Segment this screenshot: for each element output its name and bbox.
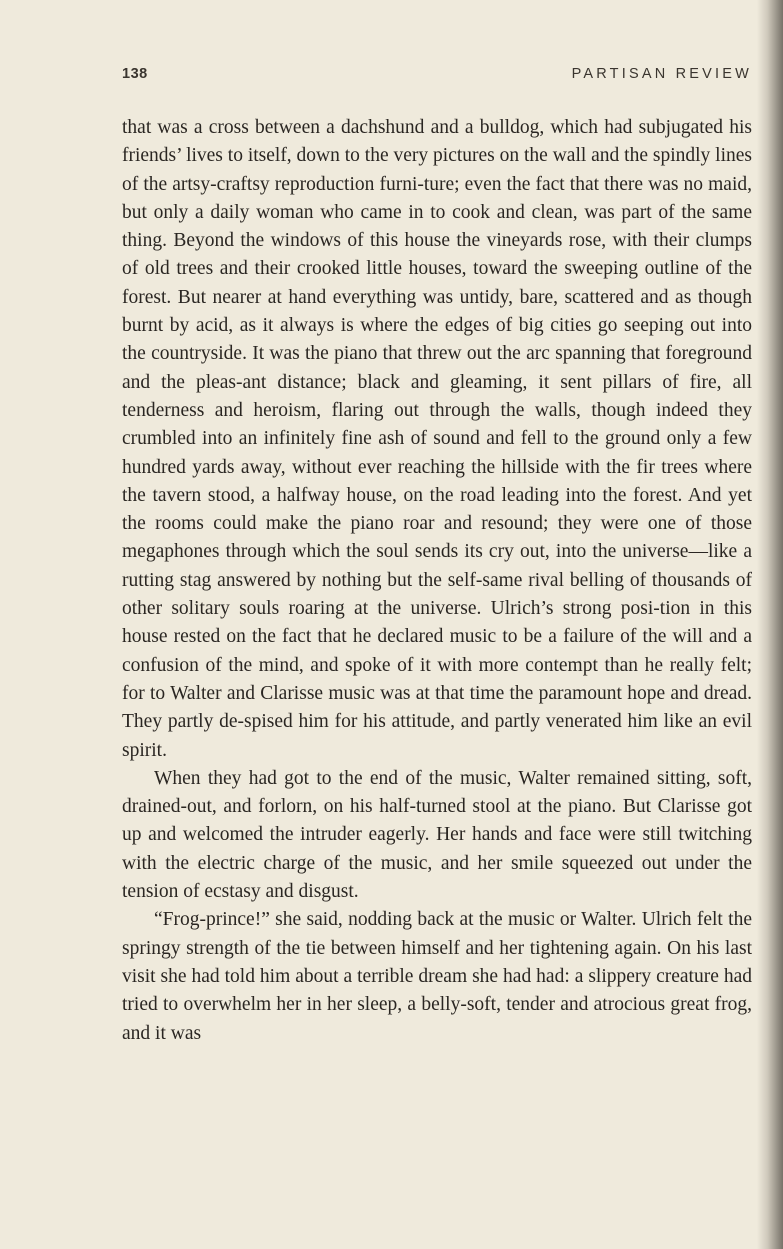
page-number: 138 — [122, 66, 148, 82]
paragraph: that was a cross between a dachshund and a bulldog, which had subjugated his friends’ lives to itself, down to the very pictures on the wall and the spindly lines of the artsy-craftsy reproduction furni-ture; even the fact that there was no maid, but only a daily woman who came in to cook and clean, was part of the same thing. Beyond the windows of this house the vineyards rose, with their clumps of old trees and their crooked little houses, toward the sweeping outline of the forest. But nearer at hand everything was untidy, bare, scattered and as though burnt by acid, as it always is where the edges of big cities go seeping out into the countryside. It was the piano that threw out the arc spanning that foreground and the pleas-ant distance; black and gleaming, it sent pillars of fire, all tenderness and heroism, flaring out through the walls, though indeed they crumbled into an infinitely fine ash of sound and fell to the ground only a few hundred yards away, without ever reaching the hillside with the fir trees where the tavern stood, a halfway house, on the road leading into the forest. And yet the rooms could make the piano roar and resound; they were one of those megaphones through which the soul sends its cry out, into the universe—like a rutting stag answered by nothing but the self-same rival belling of thousands of other solitary souls roaring at the universe. Ulrich’s strong posi-tion in this house rested on the fact that he declared music to be a failure of the will and a confusion of the mind, and spoke of it with more contempt than he really felt; for to Walter and Clarisse music was at that time the paramount hope and dread. They partly de-spised him for his attitude, and partly venerated him like an evil spirit. — [122, 117, 753, 761]
page-edge-shadow — [757, 0, 783, 1249]
body-text — [122, 114, 752, 1048]
running-head: PARTISAN REVIEW — [571, 66, 752, 82]
paragraph: When they had got to the end of the music, Walter remained sitting, soft, drained-out, and forlorn, on his half-turned stool at the piano. But Clarisse got up and welcomed the intruder eagerly. Her hands and face were still twitching with the electric charge of the music, and her smile squeezed out under the tension of ecstasy and disgust. — [122, 767, 752, 903]
page-header — [122, 66, 752, 90]
paragraph: “Frog-prince!” she said, nodding back at the music or Walter. Ulrich felt the springy strength of the tie between himself and her tightening again. On his last visit she had told him about a terrible dream she had had: a slippery creature had tried to overwhelm her in her sleep, a belly-soft, tender and atrocious great frog, and it was — [122, 909, 752, 1044]
